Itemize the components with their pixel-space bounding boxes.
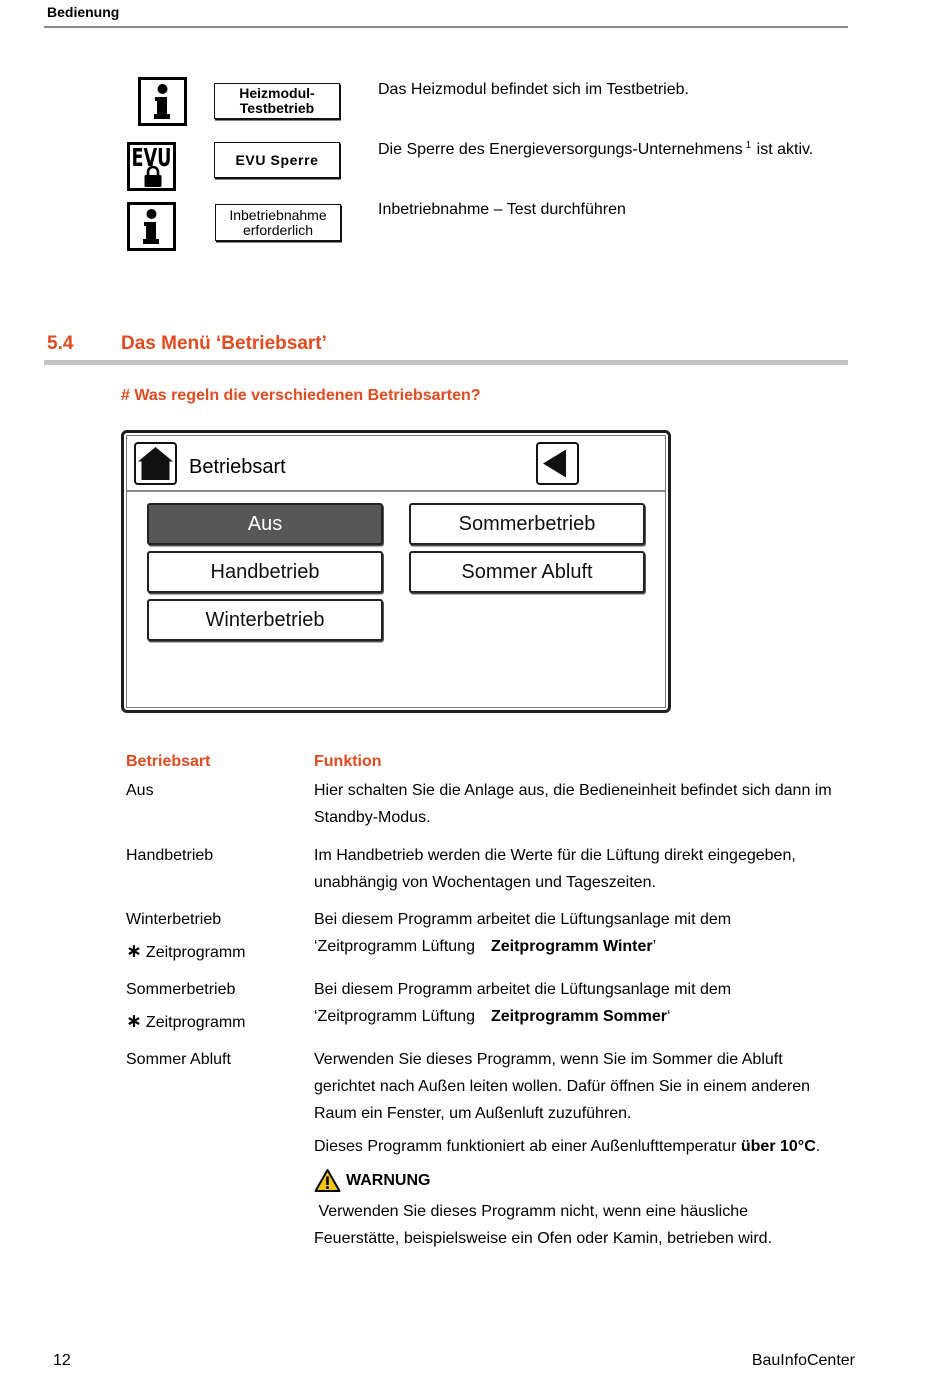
mode-note <box>126 1008 246 1035</box>
mode-button-sommerbetrieb[interactable]: Sommerbetrieb <box>409 503 645 545</box>
evu-lock-icon <box>127 142 176 191</box>
status-label-line: Testbetrieb <box>239 100 315 116</box>
warning-icon <box>314 1168 341 1193</box>
status-description-text: Die Sperre des Energieversorgungs-Unternehmens <box>378 141 743 158</box>
back-arrow-icon[interactable] <box>536 442 579 485</box>
mode-note-text: Zeitprogramm <box>145 1014 246 1031</box>
status-label-evu-sperre <box>214 142 340 178</box>
function-line: Bei diesem Programm arbeitet die Lüftungsanlage mit dem <box>314 981 732 998</box>
asterisk-icon: ∗ <box>126 940 142 962</box>
footer-publisher: BauInfoCenter <box>751 1352 855 1369</box>
status-description-text: ist aktiv. <box>752 141 814 158</box>
status-label-inbetriebnahme-erforderlich <box>215 204 341 241</box>
section-title: Das Menü ‘Betriebsart’ <box>121 333 327 354</box>
evu-icon-label: EVU <box>131 143 172 172</box>
mode-name: Handbetrieb <box>126 847 214 864</box>
footnote-mark: 1 <box>745 140 752 151</box>
mode-note-text: Zeitprogramm <box>145 944 246 961</box>
status-label-line: erforderlich <box>242 221 314 238</box>
warning-title: WARNUNG <box>346 1172 431 1189</box>
info-icon <box>138 77 187 126</box>
temperature-note-emphasis: über 10°C <box>740 1138 816 1155</box>
section-number: 5.4 <box>47 333 74 354</box>
function-line: Standby-Modus. <box>314 809 431 826</box>
temperature-note-text: Dieses Programm funktioniert ab einer Außenlufttemperatur <box>314 1138 741 1155</box>
temperature-note <box>314 1133 820 1160</box>
program-path <box>314 933 656 960</box>
screen-header-divider <box>127 490 665 492</box>
section-question: # Was regeln die verschiedenen Betriebsarten? <box>121 387 481 404</box>
mode-name: Aus <box>126 782 154 799</box>
mode-name: Winterbetrieb <box>126 911 222 928</box>
info-icon <box>127 202 176 251</box>
asterisk-icon: ∗ <box>126 1010 142 1032</box>
table-header-mode: Betriebsart <box>126 753 211 770</box>
page-number: 12 <box>53 1352 71 1369</box>
program-path-close: ’ <box>652 938 657 955</box>
mode-note <box>126 938 246 965</box>
screen-title: Betriebsart <box>189 456 286 478</box>
function-line: Im Handbetrieb werden die Werte für die Lüftung direkt eingegeben, <box>314 847 796 864</box>
status-label-line: Heizmodul- <box>239 85 315 101</box>
page-header-title: Bedienung <box>47 4 120 20</box>
section-rule <box>44 360 848 365</box>
warning-line: Verwenden Sie dieses Programm nicht, wenn eine häusliche <box>314 1203 749 1220</box>
function-line: Hier schalten Sie die Anlage aus, die Bedieneinheit befindet sich dann im <box>314 782 832 799</box>
header-rule <box>44 26 848 28</box>
warning-line: Feuerstätte, beispielsweise ein Ofen oder Kamin, betrieben wird. <box>314 1230 773 1247</box>
function-line: gerichtet nach Außen leiten wollen. Dafür öffnen Sie in einem anderen <box>314 1078 811 1095</box>
mode-button-aus[interactable]: Aus <box>147 503 383 545</box>
program-path-target: Zeitprogramm Winter <box>490 938 653 955</box>
mode-name: Sommer Abluft <box>126 1051 231 1068</box>
program-path-target: Zeitprogramm Sommer <box>490 1008 668 1025</box>
program-path-open: ‘Zeitprogramm Lüftung <box>314 938 475 955</box>
function-line: Bei diesem Programm arbeitet die Lüftungsanlage mit dem <box>314 911 732 928</box>
status-description: Das Heizmodul befindet sich im Testbetrieb. <box>378 81 689 98</box>
temperature-note-end: . <box>815 1138 821 1155</box>
program-path-close: ‘ <box>667 1008 671 1025</box>
function-line: Raum ein Fenster, um Außenluft zuzuführen. <box>314 1105 632 1122</box>
status-label-heizmodul-testbetrieb <box>214 83 340 119</box>
status-label-line: Inbetriebnahme <box>229 206 327 223</box>
mode-name: Sommerbetrieb <box>126 981 236 998</box>
table-header-function: Funktion <box>314 753 382 770</box>
function-line: unabhängig von Wochentagen und Tageszeiten. <box>314 874 656 891</box>
status-label-line: EVU Sperre <box>235 151 319 168</box>
mode-button-sommer-abluft[interactable]: Sommer Abluft <box>409 551 645 593</box>
mode-button-handbetrieb[interactable]: Handbetrieb <box>147 551 383 593</box>
status-description: Inbetriebnahme – Test durchführen <box>378 201 626 218</box>
status-description <box>378 141 813 159</box>
mode-button-winterbetrieb[interactable]: Winterbetrieb <box>147 599 383 641</box>
function-line: Verwenden Sie dieses Programm, wenn Sie im Sommer die Abluft <box>314 1051 783 1068</box>
home-icon[interactable] <box>134 442 177 485</box>
program-path-open: ‘Zeitprogramm Lüftung <box>314 1008 475 1025</box>
program-path <box>314 1003 671 1030</box>
